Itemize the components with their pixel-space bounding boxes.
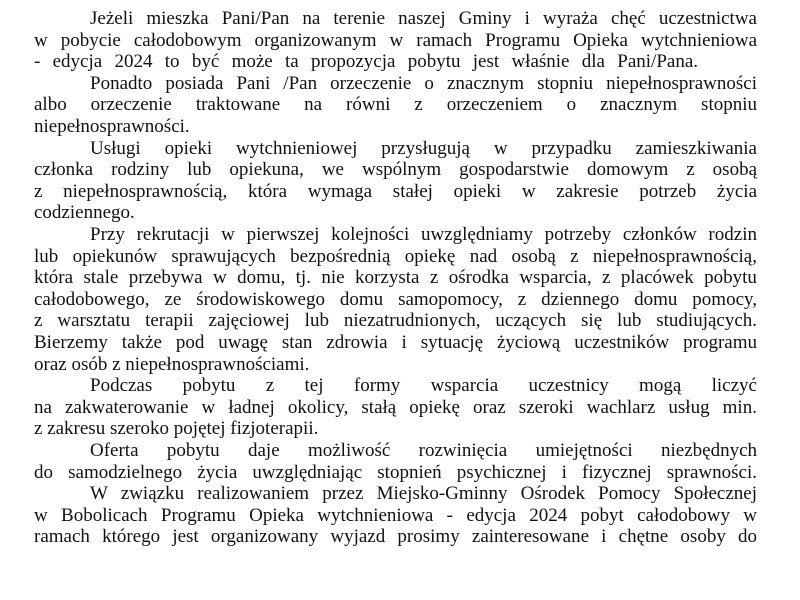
text-line-content: oraz osób z niepełnosprawnościami. (34, 353, 310, 375)
text-line-content: z warsztatu terapii zajęciowej lub niezatrudnionych, uczących się lub studiujących. (34, 310, 758, 332)
text-line-content: codziennego. (34, 202, 135, 224)
text-line-content: z zakresu szeroko pojętej fizjoterapii. (34, 418, 319, 440)
text-line-content: do samodzielnego życia uwzględniając stopnień psychicznej i fizycznej sprawności. (34, 461, 758, 483)
text-line-content: Jeżeli mieszka Pani/Pan na terenie naszej Gminy i wyraża chęć uczestnictwa (90, 8, 757, 29)
text-line-content: na zakwaterowanie w ładnej okolicy, stałą opiekę oraz szeroki wachlarz usług min. (34, 396, 757, 418)
text-line-content: lub opiekunów sprawujących bezpośrednią opiekę nad osobą z niepełnosprawnością, (34, 245, 757, 267)
text-line-content: Usługi opieki wytchnieniowej przysługują w przypadku zamieszkiwania (90, 137, 757, 159)
text-line-content: Podczas pobytu z tej formy wsparcia uczestnicy mogą liczyć (90, 375, 757, 397)
text-line-content: całodobowego, ze środowiskowego domu samopomocy, z dziennego domu pomocy, (34, 288, 758, 310)
text-line-content: Oferta pobytu daje możliwość rozwinięcia umiejętności niezbędnych (90, 440, 758, 461)
text-line-content: w Bobolicach Programu Opieka wytchnieniowa - edycja 2024 pobyt całodobowy w (34, 504, 757, 526)
text-line-content: z niepełnosprawnością, która wymaga stałej opieki w zakresie potrzeb życia (34, 180, 757, 202)
text-line-content: W związku realizowaniem przez Miejsko-Gminny Ośrodek Pomocy Społecznej (90, 483, 758, 505)
text-line-content: w pobycie całodobowym organizowanym w ramach Programu Opieka wytchnieniowa (34, 29, 757, 51)
text-line-content: niepełnosprawności. (34, 116, 190, 137)
text-line-content: ramach którego jest organizowany wyjazd prosimy zainteresowane i chętne osoby do (34, 526, 758, 548)
text-line-content: - edycja 2024 to być może ta propozycja pobytu jest właśnie dla Pani/Pana. (34, 51, 699, 73)
text-line-content: Bierzemy także pod uwagę stan zdrowia i sytuację życiową uczestników programu (34, 332, 757, 353)
text-line (0, 524, 800, 550)
text-line-content: Ponadto posiada Pani /Pan orzeczenie o znacznym stopniu niepełnosprawności (90, 72, 758, 94)
text-line-content: albo orzeczenie traktowane na równi z orzeczeniem o znacznym stopniu (34, 94, 758, 116)
text-line-content: która stale przebywa w domu, tj. nie korzysta z ośrodka wsparcia, z placówek pobytu (34, 267, 757, 289)
text-line-content: członka rodziny lub opiekuna, we wspólnym gospodarstwie domowym z osobą (34, 159, 758, 181)
text-line-content: Przy rekrutacji w pierwszej kolejności uwzględniamy potrzeby członków rodzin (90, 224, 757, 245)
